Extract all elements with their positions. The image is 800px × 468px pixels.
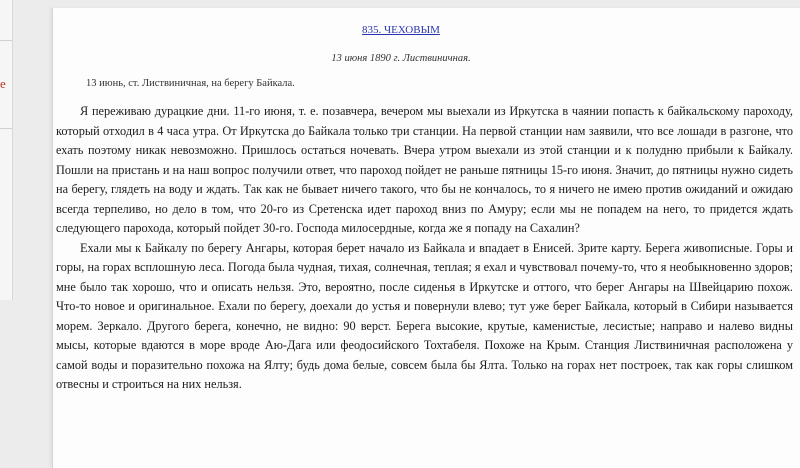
letter-date: 13 июня 1890 г. Листвиничная. [331, 53, 471, 64]
paragraph: Ехали мы к Байкалу по берегу Ангары, которая берет начало из Байкала и впадает в Енисей. Зрите карту. Берега живописные. Горы и горы, на горах всплошную леса. Погода была чудная, тихая, солнечная, теплая; я ехал и чувствовал почему-то, что я необыкновенно здоров; мне было так хорошо, что и описать нельзя. Это, вероятно, после сиденья в Иркутске и оттого, что берег Ангары на Швейцарию похож. Что-то новое и оригинальное. Ехали по берегу, доехали до устья и повернули влево; тут уже берег Байкала, который в Сибири называется морем. Зеркало. Другого берега, конечно, не видно: 90 верст. Берега высокие, крутые, каменистые, лесистые; направо и налево видны мысы, которые вдаются в море вроде Аю-Дага или феодосийского Тохтабеля. Похоже на Крым. Станция Листвиничная расположена у самой воды и поразительно похожа на Ялту; будь дома белые, совсем была бы Ялта. Только на горах нет построек, так как горы слишком отвесны и строиться на них нельзя. [56, 240, 793, 391]
paragraph: Я переживаю дурацкие дни. 11-го июня, т. е. позавчера, вечером мы выехали из Иркутска в чаянии попасть к байкальскому пароходу, который отходил в 4 часа утра. От Иркутска до Байкала только три станции. На первой станции нам заявили, что все лошади в разгоне, что ехать поэтому никак невозможно. Пришлось остаться ночевать. Вчера утром выехали из этой станции и к полудню прибыли к Байкалу. Пошли на пристань и на наш вопрос получили ответ, что пароход пойдет не раньше пятницы 15-го июня. Значит, до пятницы нужно сидеть на берегу, глядеть на воду и ждать. Так как не бывает ничего такого, что бы не кончалось, то я ничего не имею против ожиданий и ожидаю всегда терпеливо, но дело в том, что 20-го из Сретенска идет пароход вниз по Амуру; если мы не попадем на него, то придется ждать следующего парохода, который пойдет 30-го. Господа милосердные, когда же я попаду на Сахалин? [56, 104, 793, 235]
letter-title-link[interactable]: 835. ЧЕХОВЫМ [362, 24, 440, 36]
letter-title[interactable] [53, 24, 749, 36]
sidebar-marker[interactable]: e [0, 76, 6, 91]
letter-dateline: 13 июнь, ст. Листвиничная, на берегу Байкала. [86, 78, 295, 89]
sidebar-divider [0, 40, 12, 41]
letter-body [56, 102, 793, 395]
sidebar-divider [0, 128, 12, 129]
left-sidebar [0, 0, 13, 300]
